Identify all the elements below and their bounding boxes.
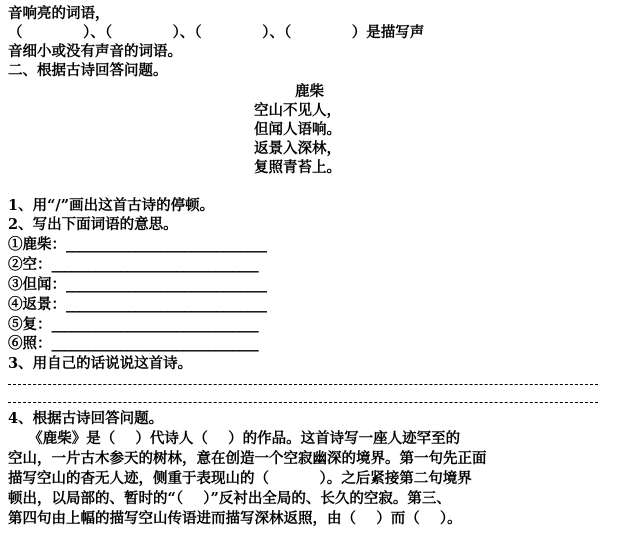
fill-blank-line: （ ）、（ ）、（ ）、（ ）是描写声 — [8, 24, 425, 41]
text-line: 音细小或没有声音的词语。 — [8, 43, 182, 60]
question-1: 1、用“/”画出这首古诗的停顿。 — [8, 197, 215, 214]
word-item — [8, 316, 258, 334]
answer-blank: _________________________________ — [51, 316, 258, 333]
answer-blank: _________________________________ — [51, 335, 258, 352]
section-heading: 二、根据古诗回答问题。 — [8, 62, 168, 79]
word-item — [8, 276, 266, 294]
question-4: 4、根据古诗回答问题。 — [8, 410, 164, 427]
word-label: ①鹿柴： — [8, 236, 66, 253]
answer-rule — [8, 384, 598, 385]
paragraph-line: 描写空山的杳无人迹，侧重于表现山的（ ）。之后紧接第二句境界 — [8, 470, 472, 487]
answer-rule — [8, 402, 598, 403]
word-label: ④返景： — [8, 296, 66, 313]
answer-blank: ________________________________ — [66, 296, 266, 313]
word-label: ⑤复： — [8, 316, 52, 333]
poem-line: 返景入深林， — [254, 140, 341, 157]
word-label: ⑥照： — [8, 335, 52, 352]
word-label: ②空： — [8, 256, 52, 273]
word-label: ③但闻： — [8, 276, 66, 293]
answer-blank: ________________________________ — [66, 236, 266, 253]
word-item — [8, 256, 258, 274]
poem-line: 复照青苔上。 — [254, 159, 341, 176]
word-item — [8, 296, 266, 314]
poem-line: 但闻人语响。 — [254, 121, 341, 138]
answer-blank: _________________________________ — [51, 256, 258, 273]
word-item — [8, 236, 266, 254]
poem-title: 鹿柴 — [295, 83, 324, 100]
question-3: 3、用自己的话说说这首诗。 — [8, 355, 193, 372]
word-item — [8, 335, 258, 353]
paragraph-line: 《鹿柴》是（ ）代诗人（ ）的作品。这首诗写一座人迹罕至的 — [8, 430, 461, 447]
paragraph-line: 空山，一片古木参天的树林，意在创造一个空寂幽深的境界。第一句先正面 — [8, 450, 487, 467]
paragraph-line: 第四句由上幅的描写空山传语进而描写深林返照，由（ ）而（ ）。 — [8, 510, 462, 527]
text-line: 音响亮的词语， — [8, 5, 110, 22]
paragraph-line: 顿出，以局部的、暂时的“（ ）”反衬出全局的、长久的空寂。第三、 — [8, 490, 451, 507]
answer-blank: ________________________________ — [66, 276, 266, 293]
poem-line: 空山不见人， — [254, 102, 341, 119]
question-2: 2、写出下面词语的意思。 — [8, 216, 178, 233]
